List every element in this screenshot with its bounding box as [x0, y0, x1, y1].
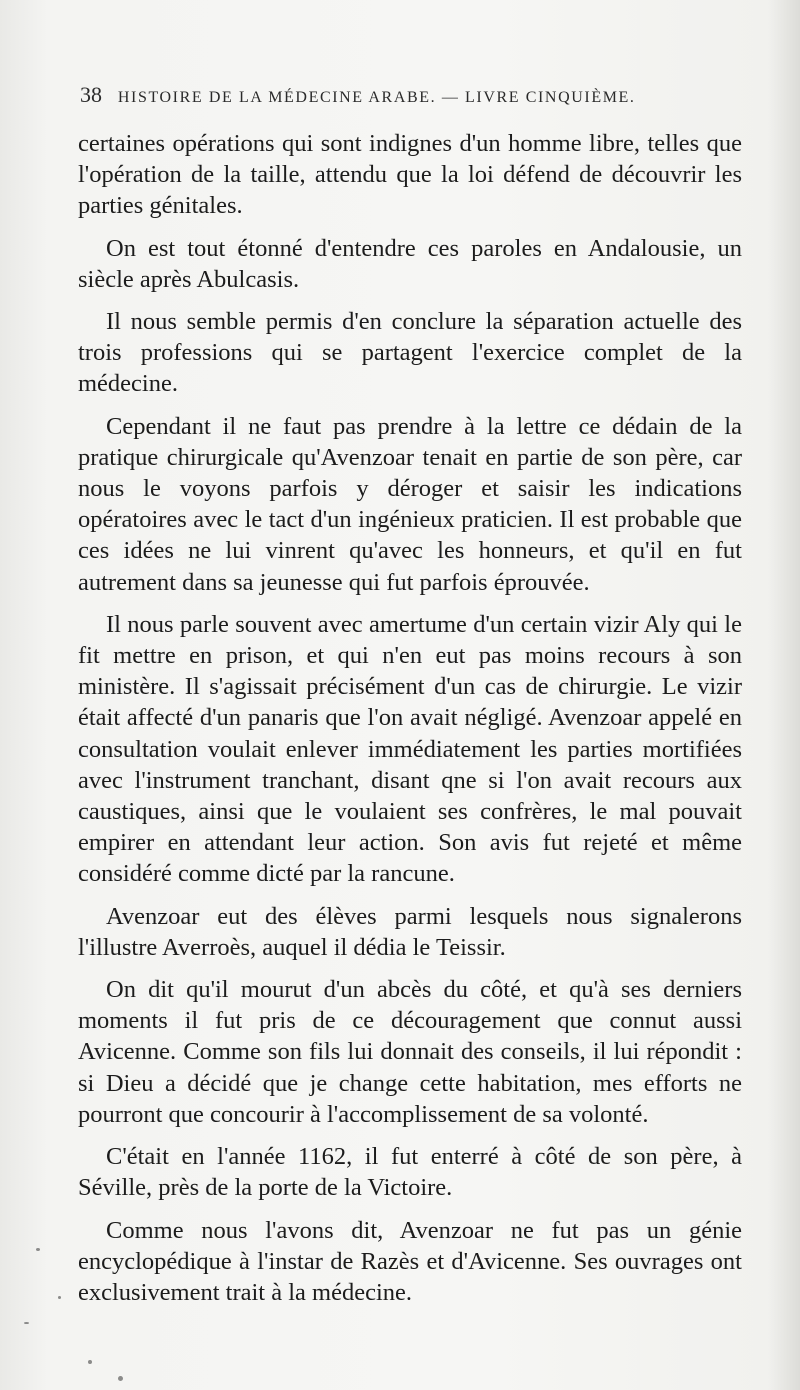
paragraph: On est tout étonné d'entendre ces paroles en Andalousie, un siècle après Abulcasis. [78, 234, 742, 293]
body-text [78, 128, 742, 1319]
paragraph: Il nous parle souvent avec amertume d'un certain vizir Aly qui le fit mettre en prison, et qui n'en eut pas moins recours à son ministère. Il s'agissait précisément d'un cas de chirurgie. Le vizir était affecté d'un panaris que l'on avait négligé. Avenzoar appelé en consultation voulait enlever immédiatement les parties mortifiées avec l'instrument tranchant, disant qne si l'on avait recours aux caustiques, ainsi que le voulaient ses confrères, le mal pouvait empirer en attendant leur action. Son avis fut rejeté et même considéré comme dicté par la rancune. [78, 610, 742, 888]
paragraph: Il nous semble permis d'en conclure la séparation actuelle des trois professions qui se partagent l'exercice complet de la médecine. [78, 308, 742, 398]
paragraph: Cependant il ne faut pas prendre à la lettre ce dédain de la pratique chirurgicale qu'Avenzoar tenait en partie de son père, car nous le voyons parfois y déroger et saisir les indications opératoires avec le tact d'un ingénieux praticien. Il est probable que ces idées ne lui vinrent qu'avec les honneurs, et qu'il en fut autrement dans sa jeunesse qui fut parfois éprouvée. [78, 412, 742, 596]
print-speck [88, 1360, 92, 1364]
print-speck [24, 1322, 29, 1324]
running-header [80, 82, 760, 112]
print-speck [58, 1296, 61, 1299]
page-number: 38 [80, 82, 102, 107]
paragraph: certaines opérations qui sont indignes d'un homme libre, telles que l'opération de la taille, attendu que la loi défend de découvrir les parties génitales. [78, 130, 742, 220]
paragraph: Avenzoar eut des élèves parmi lesquels nous signalerons l'illustre Averroès, auquel il dédia le Teissir. [78, 902, 742, 961]
paragraph: Comme nous l'avons dit, Avenzoar ne fut pas un génie encyclopédique à l'instar de Razès et d'Avicenne. Ses ouvrages ont exclusivement trait à la médecine. [78, 1216, 742, 1306]
print-speck [36, 1248, 40, 1251]
print-speck [118, 1376, 123, 1381]
paragraph: On dit qu'il mourut d'un abcès du côté, et qu'à ses derniers moments il fut pris de ce découragement que connut aussi Avicenne. Comme son fils lui donnait des conseils, il lui répondit : si Dieu a décidé que je change cette habitation, mes efforts ne pourront que concourir à l'accomplissement de sa volonté. [78, 976, 742, 1128]
paragraph: C'était en l'année 1162, il fut enterré à côté de son père, à Séville, près de la porte de la Victoire. [78, 1143, 742, 1202]
running-title: HISTOIRE DE LA MÉDECINE ARABE. — LIVRE CINQUIÈME. [117, 89, 636, 106]
